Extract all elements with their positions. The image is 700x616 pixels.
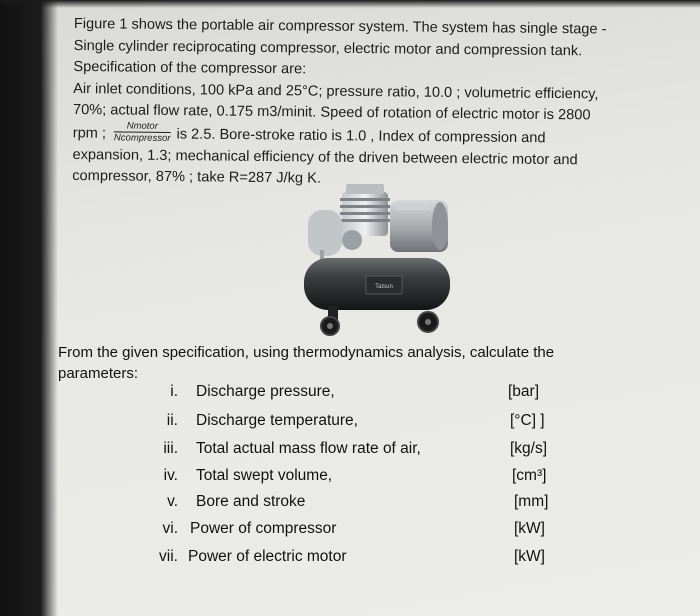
ratio-denominator: Ncompressor xyxy=(113,131,171,144)
rpm-label: rpm ; xyxy=(72,124,107,142)
question-unit: [kW] xyxy=(514,520,545,537)
question-number: iv. xyxy=(163,467,178,484)
question-unit: [kg/s] xyxy=(510,440,548,457)
intro-line-1: From the given specification, using thermodynamics analysis, calculate the xyxy=(58,344,555,361)
tank-brand-label: Tatsun xyxy=(375,284,393,290)
question-unit: [kW] xyxy=(514,548,545,565)
question-number: v. xyxy=(167,493,178,510)
statement-line-1: Figure 1 shows the portable air compressor system. The system has single stage - xyxy=(73,15,607,38)
ratio-numerator: Nmotor xyxy=(114,120,171,133)
question-unit: [bar] xyxy=(508,383,540,400)
question-number: i. xyxy=(170,383,178,400)
ratio-text: is 2.5. Bore-stroke ratio is 1.0 , Index of compression and xyxy=(176,125,546,146)
question-text: Total swept volume, xyxy=(196,467,333,484)
question-unit: [mm] xyxy=(514,493,549,510)
question-text: Discharge temperature, xyxy=(196,412,358,429)
question-text: Bore and stroke xyxy=(196,493,306,510)
question-text: Discharge pressure, xyxy=(196,383,335,400)
question-number: vii. xyxy=(159,548,178,565)
question-number: ii. xyxy=(166,412,178,429)
statement-line-3: Specification of the compressor are: xyxy=(73,58,307,78)
question-unit: [°C] ] xyxy=(510,412,545,429)
question-text: Power of electric motor xyxy=(188,548,347,565)
statement-line-4: Air inlet conditions, 100 kPa and 25°C; pressure ratio, 10.0 ; volumetric efficiency, xyxy=(73,80,599,102)
question-number: vi. xyxy=(162,520,178,537)
question-number: iii. xyxy=(163,440,178,457)
statement-line-7: expansion, 1.3; mechanical efficiency of the driven between electric motor and xyxy=(72,146,578,168)
question-text: Total actual mass flow rate of air, xyxy=(196,440,421,457)
statement-line-2: Single cylinder reciprocating compressor, electric motor and compression tank. xyxy=(73,37,583,59)
question-text: Power of compressor xyxy=(190,520,337,537)
statement-line-5: 70%; actual flow rate, 0.175 m3/minit. Speed of rotation of electric motor is 2800 xyxy=(72,101,591,124)
intro-line-2: parameters: xyxy=(58,365,139,382)
question-unit: [cm³] xyxy=(512,467,547,484)
statement-line-8: compressor, 87% ; take R=287 J/kg K. xyxy=(72,167,321,187)
